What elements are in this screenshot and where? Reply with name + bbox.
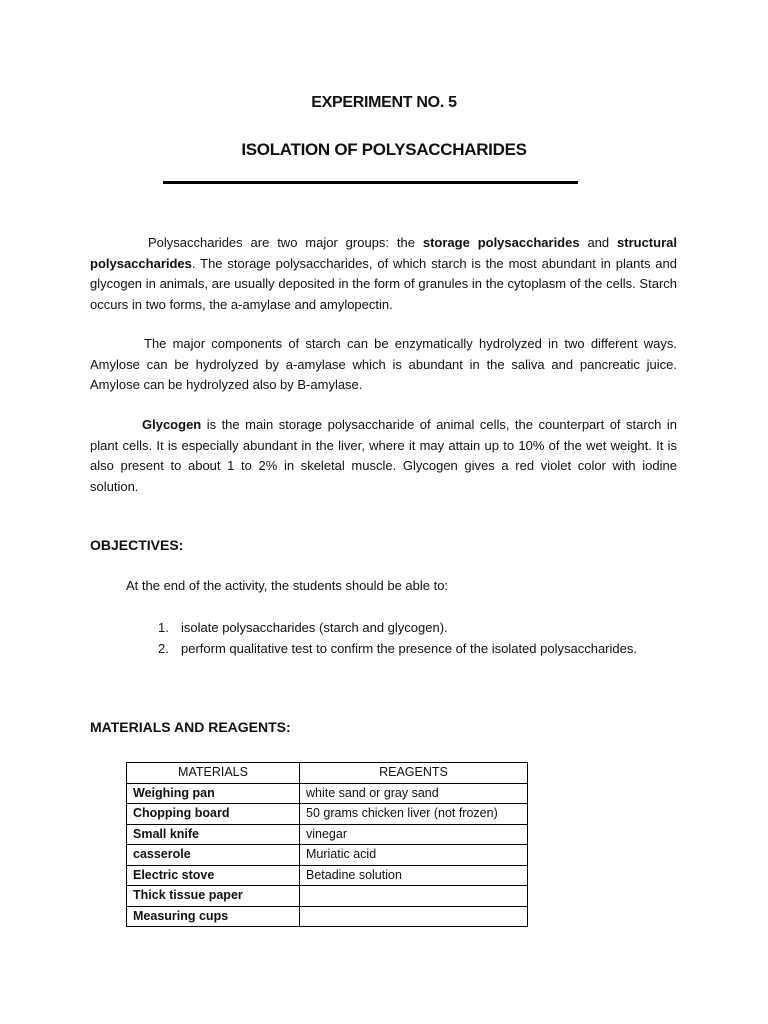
p3-text: is the main storage polysaccharide of animal cells, the counterpart of starch in plant cells. It is especially abundant in the liver, where it may attain up to 10% of the wet weight. It is also present to about 1 to 2% in skeletal muscle. Glycogen gives a red violet color with iodine solution.	[90, 417, 677, 494]
reagent-cell: Muriatic acid	[300, 845, 528, 866]
material-cell: Chopping board	[127, 804, 300, 825]
materials-table	[126, 762, 528, 927]
p1-bold-storage: storage polysaccharides	[422, 235, 580, 250]
p1-text-a: Polysaccharides are two major groups: the	[148, 235, 423, 250]
list-item-number: 2.	[158, 640, 169, 656]
p2-text: The major components of starch can be enzymatically hydrolyzed in two different ways. Amylose can be hydrolyzed by a-amylase which is abundant in the saliva and pancreatic juice. Amylose can be hydrolyzed also by B-amylase.	[90, 336, 677, 392]
reagent-cell: 50 grams chicken liver (not frozen)	[300, 804, 528, 825]
objectives-heading: OBJECTIVES:	[90, 537, 184, 553]
reagent-cell	[300, 906, 528, 927]
table-row	[127, 783, 528, 804]
table-row	[127, 865, 528, 886]
page-title: ISOLATION OF POLYSACCHARIDES	[241, 140, 527, 159]
material-cell: Measuring cups	[127, 906, 300, 927]
p1-text-c: and	[579, 235, 618, 250]
table-row	[127, 906, 528, 927]
table-row	[127, 845, 528, 866]
materials-heading: MATERIALS AND REAGENTS:	[90, 719, 291, 735]
material-cell: Weighing pan	[127, 783, 300, 804]
list-item	[158, 618, 637, 639]
table-header-row	[127, 763, 528, 784]
list-item-text: perform qualitative test to confirm the presence of the isolated polysaccharides.	[181, 640, 637, 656]
title-underline	[163, 181, 578, 184]
reagent-cell: Betadine solution	[300, 865, 528, 886]
table-row	[127, 824, 528, 845]
reagent-cell: vinegar	[300, 824, 528, 845]
starch-paragraph	[90, 334, 677, 396]
material-cell: Small knife	[127, 824, 300, 845]
reagent-cell: white sand or gray sand	[300, 783, 528, 804]
objectives-intro: At the end of the activity, the students should be able to:	[126, 578, 449, 593]
material-cell: Electric stove	[127, 865, 300, 886]
list-item	[158, 639, 637, 660]
list-item-text: isolate polysaccharides (starch and glycogen).	[181, 620, 448, 635]
column-header-materials: MATERIALS	[127, 763, 300, 784]
intro-paragraph	[90, 233, 677, 315]
objectives-list	[158, 618, 637, 659]
material-cell: casserole	[127, 845, 300, 866]
reagent-cell	[300, 886, 528, 907]
table-row	[127, 886, 528, 907]
glycogen-paragraph	[90, 415, 677, 497]
p3-bold-glycogen: Glycogen	[142, 417, 202, 432]
column-header-reagents: REAGENTS	[300, 763, 528, 784]
list-item-number: 1.	[158, 620, 169, 635]
experiment-number: EXPERIMENT NO. 5	[311, 94, 457, 111]
p1-text-e: . The storage polysaccharides, of which starch is the most abundant in plants and glycogen in animals, are usually deposited in the form of granules in the cytoplasm of the cells. Starch occurs in two forms, the a-amylase and amylopectin.	[90, 255, 677, 312]
material-cell: Thick tissue paper	[127, 886, 300, 907]
p1-bold-structural: structural polysaccharides	[90, 235, 677, 271]
table-row	[127, 804, 528, 825]
